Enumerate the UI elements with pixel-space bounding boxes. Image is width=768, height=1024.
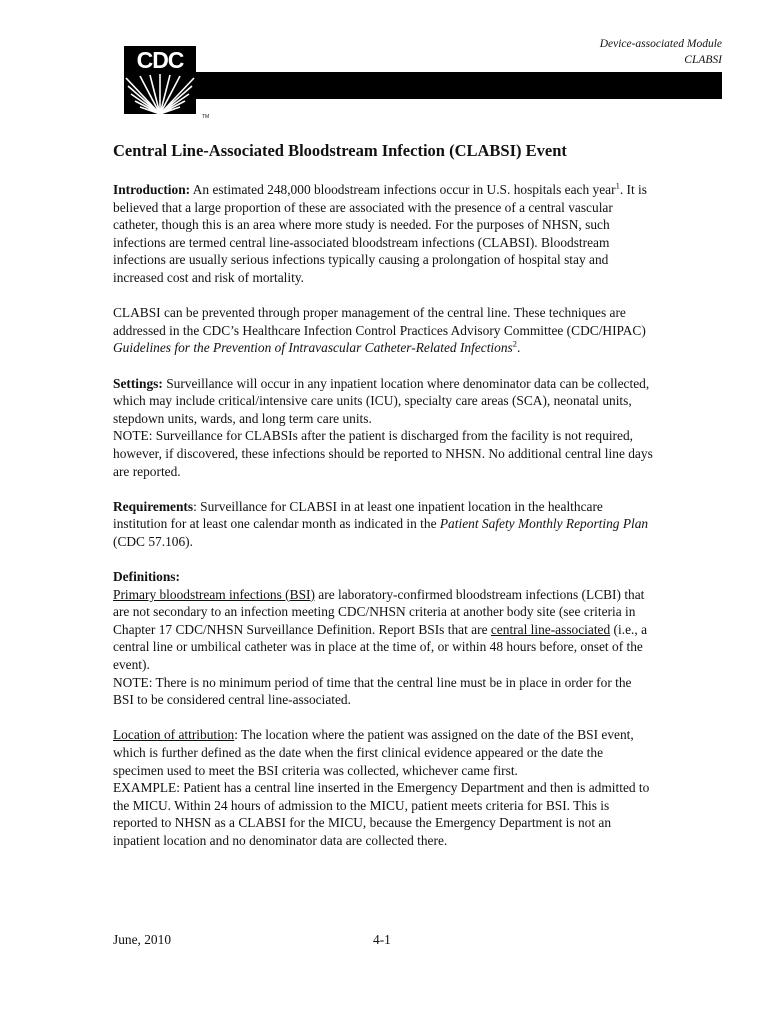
definitions-text-b: (i.e., a central line or umbilical catheter was in place at the time of, or within 48 hours before, onset of the event). <box>113 621 648 673</box>
cdc-logo <box>110 44 210 120</box>
footnote-ref-1: 1 <box>615 180 620 191</box>
module-label <box>600 36 722 68</box>
header-bar <box>190 72 722 99</box>
reporting-plan-title: Patient Safety Monthly Reporting Plan <box>439 516 649 532</box>
introduction-text-b: . It is believed that a large proportion of these are associated with the presence of a central vascular catheter, though this is an area where more study is needed. For the purposes of NHSN, such infections are termed central line-associated bloodstream infections (CLABSI). Bloodstream infections are usually serious infections typically causing a prolongation of hospital stay and increased cost and risk of mortality. <box>113 182 647 285</box>
requirements-label: Requirements <box>113 498 194 514</box>
settings-text: Surveillance will occur in any inpatient location where denominator data can be collected, which may include critical/intensive care units (ICU), specialty care areas (SCA), neonatal units, stepdown units, wards, and long term care units. <box>113 375 650 426</box>
prevention-text-a: CLABSI can be prevented through proper management of the central line. These techniques are addressed in the CDC’s Healthcare Infection Control Practices Advisory Committee (CDC/HIPAC) <box>113 305 646 338</box>
attribution-paragraph <box>113 726 655 849</box>
page-number: 4-1 <box>373 932 391 947</box>
module-code: CLABSI <box>684 54 722 66</box>
requirements-text-b: (CDC 57.106). <box>113 533 193 549</box>
requirements-paragraph <box>113 498 655 551</box>
introduction-paragraph <box>113 181 655 287</box>
document-title: Central Line-Associated Bloodstream Infection (CLABSI) Event <box>113 141 567 160</box>
settings-label: Settings: <box>113 375 163 391</box>
trademark-mark: TM <box>202 114 210 120</box>
primary-bsi-term: Primary bloodstream infections (BSI) <box>113 586 315 602</box>
requirements-text-a: : Surveillance for CLABSI in at least one inpatient location in the healthcare institution for at least one calendar month as indicated in the <box>113 498 603 532</box>
settings-note: NOTE: Surveillance for CLABSIs after the patient is discharged from the facility is not required, however, if discovered, these infections should be reported to NHSN. No additional central line days are reported. <box>113 428 653 479</box>
central-line-associated-term: central line-associated <box>490 621 611 637</box>
introduction-label: Introduction: <box>113 182 191 197</box>
module-name: Device-associated Module <box>599 38 722 50</box>
footnote-ref-2: 2 <box>512 338 518 349</box>
definitions-text-a: are laboratory-confirmed bloodstream infections (LCBI) that are not secondary to an infection meeting CDC/NHSN criteria at another body site (see criteria in Chapter 17 CDC/NHSN Surveillance Definition. Report BSIs that are <box>113 586 645 637</box>
cdc-logo-text: CDC <box>136 47 184 73</box>
footer-date: June, 2010 <box>113 932 172 947</box>
location-of-attribution-term: Location of attribution <box>113 727 235 743</box>
introduction-text-a: An estimated 248,000 bloodstream infections occur in U.S. hospitals each year <box>190 182 616 197</box>
definitions-label: Definitions: <box>113 569 180 585</box>
definitions-note: NOTE: There is no minimum period of time that the central line must be in place in order for the BSI to be considered central line-associated. <box>113 674 632 708</box>
prevention-paragraph <box>113 304 655 357</box>
attribution-example: EXAMPLE: Patient has a central line inserted in the Emergency Department and then is admitted to the MICU. Within 24 hours of admission to the MICU, patient meets criteria for BSI. This is reported to NHSN as a CLABSI for the MICU, because the Emergency Department is not an inpatient location and no denominator data are collected there. <box>113 780 650 848</box>
definitions-paragraph <box>113 568 655 709</box>
settings-paragraph <box>113 375 655 481</box>
document-body <box>113 140 655 867</box>
prevention-text-b: . <box>517 340 521 356</box>
guidelines-title: Guidelines for the Prevention of Intravascular Catheter-Related Infections <box>113 340 513 356</box>
attribution-text: : The location where the patient was assigned on the date of the BSI event, which is further defined as the date when the first clinical evidence appeared or the date the specimen used to meet the BSI criteria was collected, whichever came first. <box>113 727 634 778</box>
